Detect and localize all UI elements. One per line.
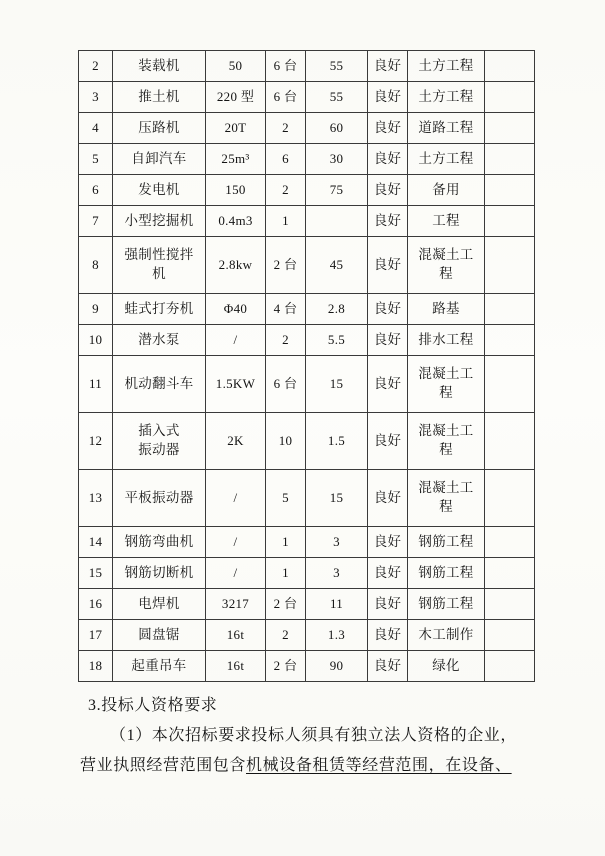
cell-usage-line2: 程 (439, 266, 453, 281)
cell-status: 良好 (368, 206, 408, 237)
cell-usage: 绿化 (408, 651, 485, 682)
cell-qty: 10 (266, 413, 306, 470)
cell-qty: 2 台 (266, 651, 306, 682)
cell-remark (485, 237, 535, 294)
cell-spec: 2.8kw (206, 237, 266, 294)
cell-usage (408, 413, 485, 470)
cell-name: 推土机 (113, 82, 206, 113)
cell-qty: 2 (266, 113, 306, 144)
cell-remark (485, 175, 535, 206)
cell-power: 55 (306, 82, 368, 113)
cell-power (306, 206, 368, 237)
table-row (79, 589, 535, 620)
cell-usage-line1: 混凝土工 (418, 366, 474, 382)
cell-usage: 土方工程 (408, 82, 485, 113)
cell-spec: 3217 (206, 589, 266, 620)
table-row (79, 82, 535, 113)
cell-qty: 4 台 (266, 294, 306, 325)
cell-usage: 土方工程 (408, 51, 485, 82)
cell-qty: 2 (266, 175, 306, 206)
table-row (79, 51, 535, 82)
cell-status: 良好 (368, 589, 408, 620)
cell-no: 17 (79, 620, 113, 651)
cell-status: 良好 (368, 558, 408, 589)
cell-spec: 16t (206, 651, 266, 682)
cell-name (113, 413, 206, 470)
cell-power: 5.5 (306, 325, 368, 356)
cell-name: 压路机 (113, 113, 206, 144)
cell-qty: 2 台 (266, 237, 306, 294)
cell-status: 良好 (368, 527, 408, 558)
cell-name-line1: 插入式 (138, 423, 180, 439)
cell-usage-line2: 程 (439, 499, 453, 514)
cell-no: 14 (79, 527, 113, 558)
table-row (79, 325, 535, 356)
cell-remark (485, 51, 535, 82)
cell-name: 装载机 (113, 51, 206, 82)
cell-name-line2: 机 (152, 266, 166, 281)
cell-usage (408, 470, 485, 527)
cell-power: 55 (306, 51, 368, 82)
cell-power: 1.5 (306, 413, 368, 470)
cell-status: 良好 (368, 651, 408, 682)
cell-usage (408, 237, 485, 294)
cell-power: 45 (306, 237, 368, 294)
table-row (79, 413, 535, 470)
paragraph-1-line-1: （1）本次招标要求投标人须具有独立法人资格的企业， (110, 727, 518, 744)
cell-usage: 备用 (408, 175, 485, 206)
cell-usage (408, 356, 485, 413)
cell-remark (485, 82, 535, 113)
cell-usage: 钢筋工程 (408, 527, 485, 558)
cell-remark (485, 113, 535, 144)
cell-name: 钢筋弯曲机 (113, 527, 206, 558)
cell-remark (485, 527, 535, 558)
cell-name: 起重吊车 (113, 651, 206, 682)
cell-power: 60 (306, 113, 368, 144)
cell-qty: 1 (266, 206, 306, 237)
cell-status: 良好 (368, 470, 408, 527)
cell-name: 自卸汽车 (113, 144, 206, 175)
cell-usage: 钢筋工程 (408, 589, 485, 620)
cell-power: 1.3 (306, 620, 368, 651)
cell-remark (485, 356, 535, 413)
table-row (79, 356, 535, 413)
cell-power: 15 (306, 470, 368, 527)
cell-name: 蛙式打夯机 (113, 294, 206, 325)
equipment-list-table (78, 50, 535, 682)
cell-name: 潜水泵 (113, 325, 206, 356)
cell-usage: 木工制作 (408, 620, 485, 651)
cell-no: 4 (79, 113, 113, 144)
cell-spec: Φ40 (206, 294, 266, 325)
cell-usage-line2: 程 (439, 442, 453, 457)
cell-spec: 150 (206, 175, 266, 206)
cell-spec: / (206, 470, 266, 527)
cell-no: 3 (79, 82, 113, 113)
cell-usage: 道路工程 (408, 113, 485, 144)
table-row (79, 620, 535, 651)
cell-spec: 25m³ (206, 144, 266, 175)
cell-usage: 排水工程 (408, 325, 485, 356)
cell-power: 11 (306, 589, 368, 620)
cell-usage: 路基 (408, 294, 485, 325)
cell-no: 10 (79, 325, 113, 356)
cell-qty: 1 (266, 527, 306, 558)
cell-qty: 2 (266, 325, 306, 356)
cell-no: 13 (79, 470, 113, 527)
cell-status: 良好 (368, 294, 408, 325)
paragraph-1-line-2 (80, 754, 512, 778)
cell-power: 90 (306, 651, 368, 682)
cell-usage-line2: 程 (439, 385, 453, 400)
cell-spec: 0.4m3 (206, 206, 266, 237)
cell-qty: 2 台 (266, 589, 306, 620)
cell-remark (485, 144, 535, 175)
table-row (79, 294, 535, 325)
cell-name-line1: 强制性搅拌 (124, 247, 194, 263)
cell-name (113, 237, 206, 294)
cell-usage: 工程 (408, 206, 485, 237)
cell-no: 6 (79, 175, 113, 206)
cell-name: 发电机 (113, 175, 206, 206)
cell-remark (485, 470, 535, 527)
equipment-table-body (79, 51, 535, 682)
cell-no: 15 (79, 558, 113, 589)
cell-status: 良好 (368, 620, 408, 651)
cell-remark (485, 206, 535, 237)
cell-remark (485, 558, 535, 589)
cell-power: 75 (306, 175, 368, 206)
table-row (79, 651, 535, 682)
cell-remark (485, 589, 535, 620)
cell-qty: 5 (266, 470, 306, 527)
cell-name: 圆盘锯 (113, 620, 206, 651)
table-row (79, 237, 535, 294)
cell-status: 良好 (368, 356, 408, 413)
cell-no: 8 (79, 237, 113, 294)
table-row (79, 558, 535, 589)
cell-remark (485, 413, 535, 470)
table-row (79, 175, 535, 206)
cell-usage: 土方工程 (408, 144, 485, 175)
cell-status: 良好 (368, 82, 408, 113)
cell-spec: 20T (206, 113, 266, 144)
cell-status: 良好 (368, 175, 408, 206)
cell-usage: 钢筋工程 (408, 558, 485, 589)
cell-status: 良好 (368, 144, 408, 175)
cell-status: 良好 (368, 237, 408, 294)
cell-name: 电焊机 (113, 589, 206, 620)
cell-name: 小型挖掘机 (113, 206, 206, 237)
paragraph-1-plain-segment: 营业执照经营范围包含 (80, 757, 247, 774)
cell-no: 18 (79, 651, 113, 682)
cell-power: 2.8 (306, 294, 368, 325)
cell-spec: / (206, 558, 266, 589)
cell-name: 平板振动器 (113, 470, 206, 527)
cell-no: 9 (79, 294, 113, 325)
cell-power: 30 (306, 144, 368, 175)
cell-qty: 6 台 (266, 356, 306, 413)
cell-qty: 6 台 (266, 82, 306, 113)
cell-spec: / (206, 527, 266, 558)
cell-name: 钢筋切断机 (113, 558, 206, 589)
cell-no: 12 (79, 413, 113, 470)
cell-spec: / (206, 325, 266, 356)
cell-spec: 50 (206, 51, 266, 82)
cell-remark (485, 620, 535, 651)
table-row (79, 144, 535, 175)
cell-name-line2: 振动器 (138, 442, 180, 457)
cell-remark (485, 294, 535, 325)
cell-spec: 2K (206, 413, 266, 470)
cell-no: 11 (79, 356, 113, 413)
cell-status: 良好 (368, 51, 408, 82)
cell-remark (485, 325, 535, 356)
cell-name: 机动翻斗车 (113, 356, 206, 413)
table-row (79, 206, 535, 237)
cell-spec: 16t (206, 620, 266, 651)
cell-usage-line1: 混凝土工 (418, 480, 474, 496)
cell-remark (485, 651, 535, 682)
cell-no: 16 (79, 589, 113, 620)
cell-usage-line1: 混凝土工 (418, 423, 474, 439)
cell-qty: 2 (266, 620, 306, 651)
table-row (79, 527, 535, 558)
cell-power: 3 (306, 558, 368, 589)
paragraph-1-underlined-segment: 机械设备租赁等经营范围，在设备、 (246, 757, 512, 774)
cell-usage-line1: 混凝土工 (418, 247, 474, 263)
cell-status: 良好 (368, 325, 408, 356)
cell-spec: 1.5KW (206, 356, 266, 413)
cell-no: 2 (79, 51, 113, 82)
cell-spec: 220 型 (206, 82, 266, 113)
cell-qty: 1 (266, 558, 306, 589)
table-row (79, 113, 535, 144)
section-heading-3: 3.投标人资格要求 (88, 697, 218, 714)
cell-qty: 6 (266, 144, 306, 175)
cell-no: 7 (79, 206, 113, 237)
cell-no: 5 (79, 144, 113, 175)
cell-status: 良好 (368, 113, 408, 144)
equipment-table-container (78, 50, 528, 682)
cell-qty: 6 台 (266, 51, 306, 82)
cell-power: 15 (306, 356, 368, 413)
table-row (79, 470, 535, 527)
cell-status: 良好 (368, 413, 408, 470)
cell-power: 3 (306, 527, 368, 558)
